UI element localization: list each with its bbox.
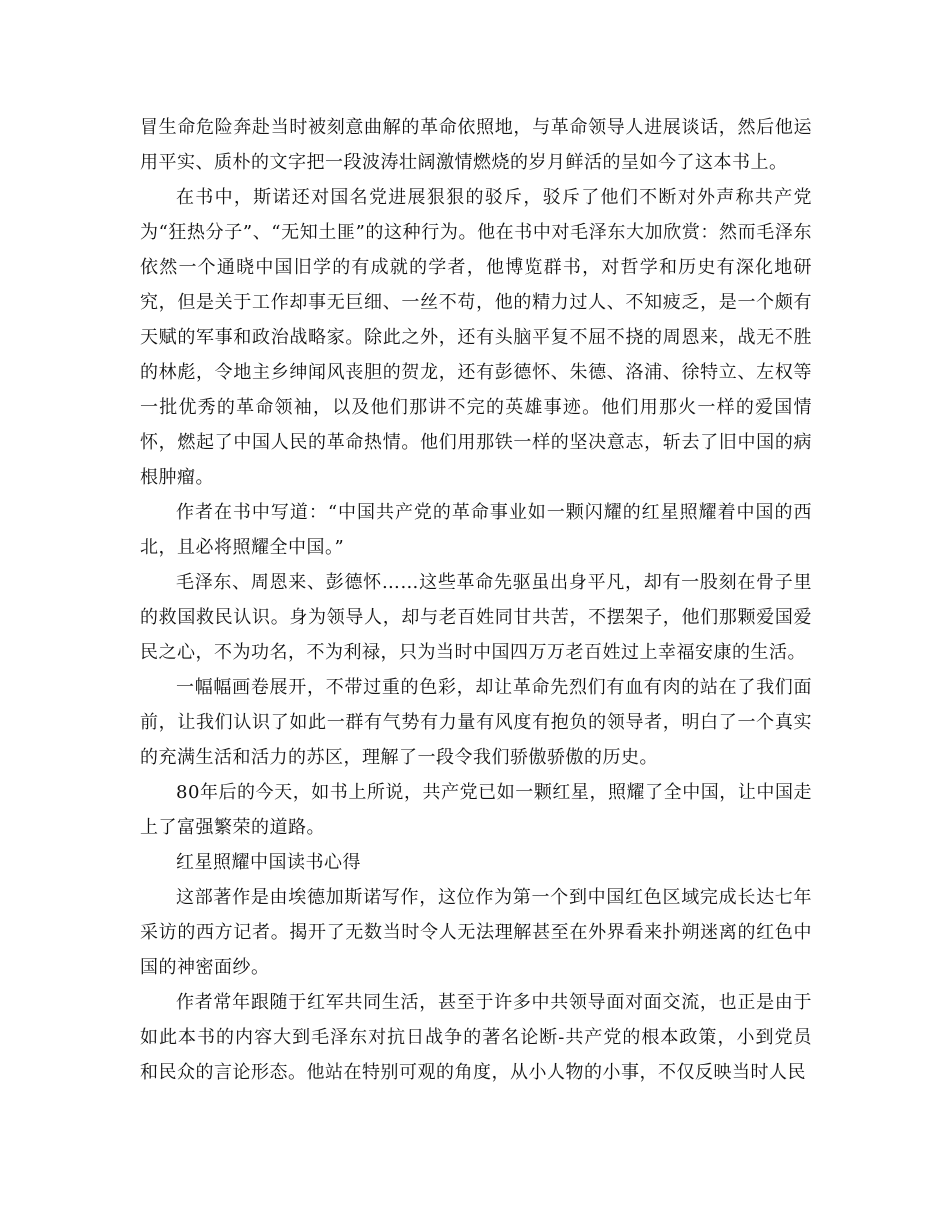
paragraph: 这部著作是由埃德加斯诺写作，这位作为第一个到中国红色区域完成长达七年采访的西方记者。揭开了无数当时令人无法理解甚至在外界看来扑朔迷离的红色中国的神密面纱。 bbox=[140, 887, 812, 978]
paragraph: 作者在书中写道：“中国共产党的革命事业如一颗闪耀的红星照耀着中国的西北，且必将照耀全中国。” bbox=[140, 502, 812, 558]
paragraph: 一幅幅画卷展开，不带过重的色彩，却让革命先烈们有血有肉的站在了我们面前，让我们认识了如此一群有气势有力量有风度有抱负的领导者，明白了一个真实的充满生活和活力的苏区，理解了一段令我们骄傲骄傲的历史。 bbox=[140, 677, 812, 768]
paragraph: 毛泽东、周恩来、彭德怀……这些革命先驱虽出身平凡，却有一股刻在骨子里的救国救民认识。身为领导人，却与老百姓同甘共苦，不摆架子，他们那颗爱国爱民之心，不为功名，不为利禄，只为当时中国四万万老百姓过上幸福安康的生活。 bbox=[140, 572, 812, 663]
paragraph: 在书中，斯诺还对国名党进展狠狠的驳斥，驳斥了他们不断对外声称共产党为“狂热分子”、“无知土匪”的这种行为。他在书中对毛泽东大加欣赏：然而毛泽东依然一个通晓中国旧学的有成就的学者，他博览群书，对哲学和历史有深化地研究，但是关于工作却事无巨细、一丝不苟，他的精力过人、不知疲乏，是一个颇有天赋的军事和政治战略家。除此之外，还有头脑平复不屈不挠的周恩来，战无不胜的林彪，令地主乡绅闻风丧胆的贺龙，还有彭德怀、朱德、洛浦、徐特立、左权等一批优秀的革命领袖，以及他们那讲不完的英雄事迹。他们用那火一样的爱国情怀，燃起了中国人民的革命热情。他们用那铁一样的坚决意志，斩去了旧中国的病根肿瘤。 bbox=[140, 187, 812, 488]
paragraph-continuation: 冒生命危险奔赴当时被刻意曲解的革命依照地，与革命领导人进展谈话，然后他运用平实、质朴的文字把一段波涛壮阔激情燃烧的岁月鲜活的呈如今了这本书上。 bbox=[140, 117, 812, 173]
section-heading: 红星照耀中国读书心得 bbox=[176, 852, 361, 873]
paragraph: 作者常年跟随于红军共同生活，甚至于许多中共领导面对面交流，也正是由于如此本书的内容大到毛泽东对抗日战争的著名论断-共产党的根本政策，小到党员和民众的言论形态。他站在特别可观的角度，从小人物的小事，不仅反映当时人民 bbox=[140, 992, 812, 1083]
paragraph: 80年后的今天，如书上所说，共产党已如一颗红星，照耀了全中国，让中国走上了富强繁荣的道路。 bbox=[140, 782, 812, 838]
document-body bbox=[140, 110, 812, 1090]
